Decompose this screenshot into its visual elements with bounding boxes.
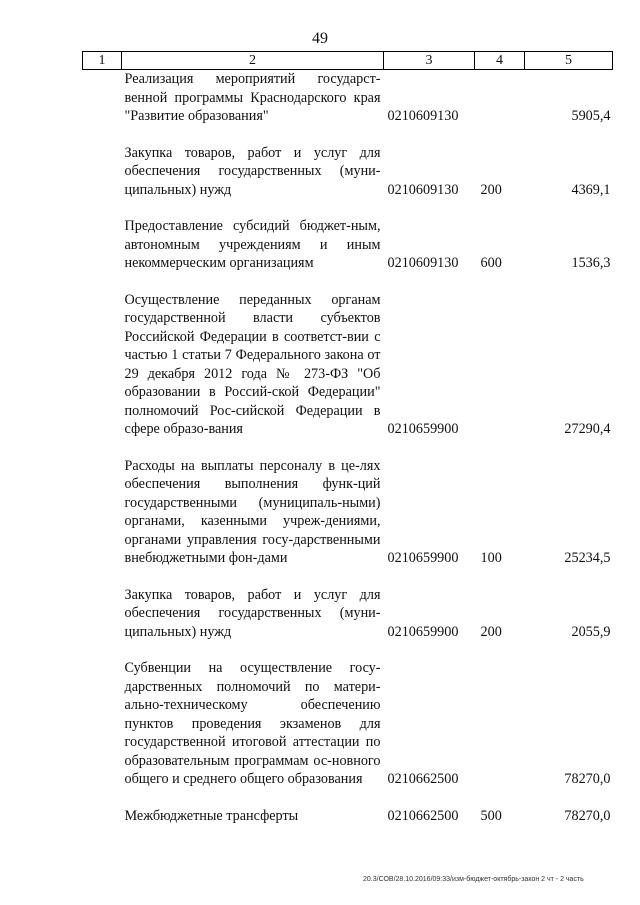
table-row xyxy=(83,659,613,789)
row-code: 0210609130 xyxy=(387,255,459,271)
table-row xyxy=(83,807,613,826)
footer-file-path: 20.3/СОВ/28.10.2016/09:33/изм-бюджет-октябрь-закон 2 чт - 2 часть xyxy=(363,876,584,883)
table-row xyxy=(83,586,613,642)
page-number: 49 xyxy=(312,30,328,47)
row-description: Расходы на выплаты персоналу в це-лях обеспечения выполнения функ-ций государственными (муниципаль-ными) органами, казенными учреж-дениями, органами управления госу-дарственными внебюджетными фон-дами xyxy=(124,457,381,566)
table-row xyxy=(83,457,613,568)
row-type: 100 xyxy=(480,550,502,566)
row-description: Субвенции на осуществление госу-дарственных полномочий по матери-ально-техническому обеспечению пунктов проведения экзаменов для государственной итоговой аттестации по образовательным программам ос-новного общего и среднего общего образования xyxy=(124,660,381,787)
table-row xyxy=(83,70,613,126)
row-description: Межбюджетные трансферты xyxy=(124,807,299,824)
row-description: Реализация мероприятий государст-венной программы Краснодарского края "Развитие образования" xyxy=(124,71,381,124)
column-header-4: 4 xyxy=(475,52,525,70)
column-header-2: 2 xyxy=(122,52,384,70)
row-type: 600 xyxy=(480,255,502,271)
row-amount: 25234,5 xyxy=(564,550,611,566)
row-code: 0210662500 xyxy=(387,807,459,824)
header-row xyxy=(83,52,613,70)
row-description: Закупка товаров, работ и услуг для обеспечения государственных (муни-ципальных) нужд xyxy=(124,586,381,640)
table-row xyxy=(83,291,613,439)
row-type xyxy=(475,659,525,789)
row-code: 0210659900 xyxy=(387,623,459,640)
column-header-5: 5 xyxy=(525,52,613,70)
row-code: 0210609130 xyxy=(387,108,459,124)
row-description: Предоставление субсидий бюджет-ным, автономным учреждениям и иным некоммерческим организациям xyxy=(124,218,381,271)
table-row xyxy=(83,217,613,273)
row-description: Осуществление переданных органам государственной власти субъектов Российской Федерации в соответст-вии с частью 1 статьи 7 Федерального закона от 29 декабря 2012 года № 273-ФЗ "Об образовании в Россий-ской Федерации" полномочий Рос-сийской Федерации в сфере образо-вания xyxy=(124,291,381,437)
row-amount: 2055,9 xyxy=(571,623,611,640)
row-amount: 78270,0 xyxy=(564,807,611,824)
row-type: 200 xyxy=(480,623,502,640)
budget-table xyxy=(82,51,613,825)
row-amount: 27290,4 xyxy=(564,421,611,437)
row-code: 0210662500 xyxy=(387,771,459,787)
row-code: 0210659900 xyxy=(387,421,459,437)
row-type: 500 xyxy=(480,807,502,824)
row-amount: 1536,3 xyxy=(571,255,611,271)
row-code: 0210659900 xyxy=(387,550,459,566)
row-amount: 78270,0 xyxy=(564,771,611,787)
row-code: 0210609130 xyxy=(387,181,459,198)
row-amount: 4369,1 xyxy=(571,181,611,198)
row-type xyxy=(475,70,525,126)
row-type: 200 xyxy=(480,181,502,198)
column-header-3: 3 xyxy=(384,52,475,70)
row-amount: 5905,4 xyxy=(571,108,611,124)
row-description: Закупка товаров, работ и услуг для обеспечения государственных (муни-ципальных) нужд xyxy=(124,144,381,198)
table-row xyxy=(83,144,613,200)
row-type xyxy=(475,291,525,439)
column-header-1: 1 xyxy=(83,52,122,70)
